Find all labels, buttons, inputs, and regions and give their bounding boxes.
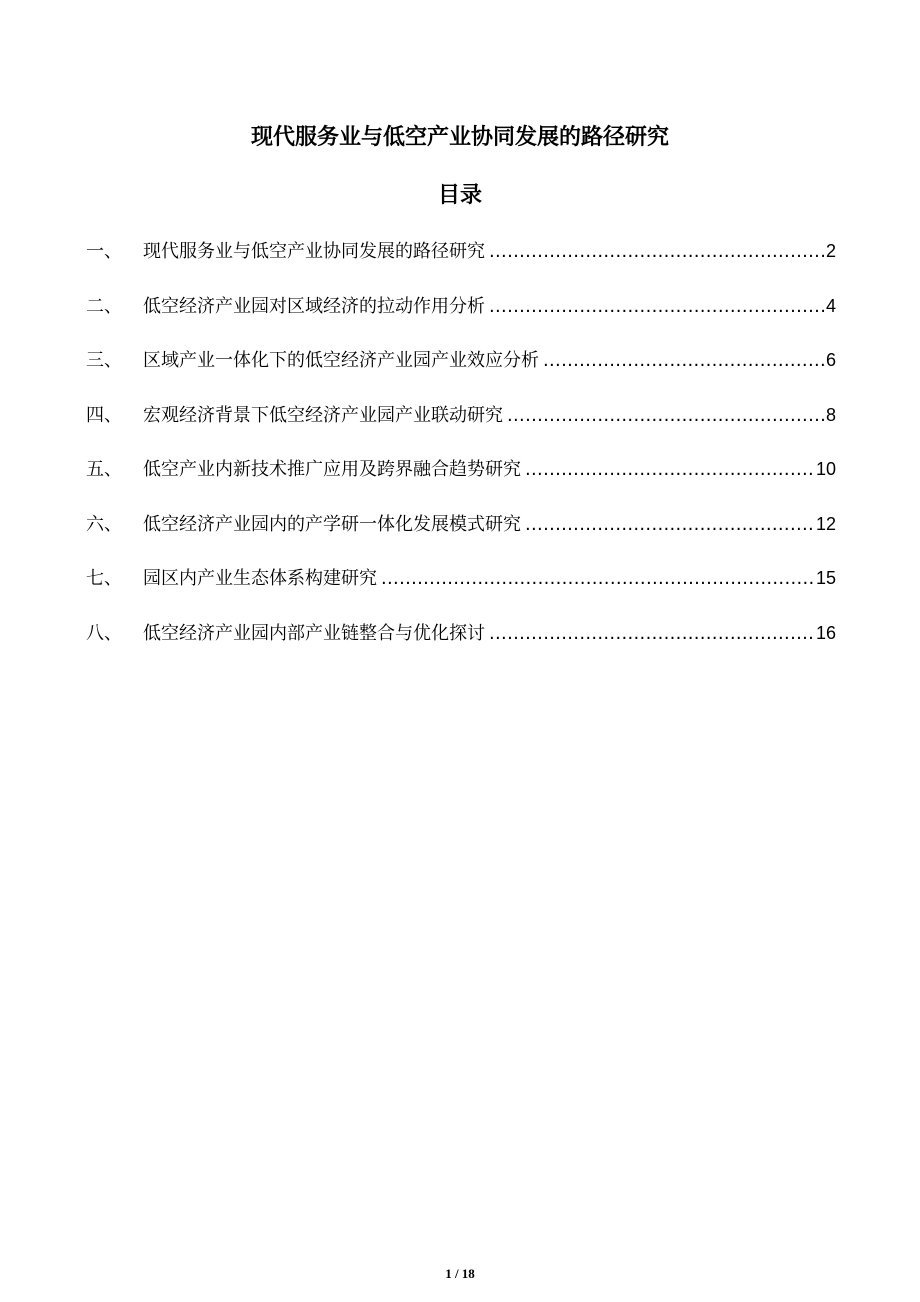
toc-heading: 目录 [437, 183, 482, 208]
dot-leader [507, 395, 824, 437]
dot-leader [489, 286, 824, 328]
toc-entry-title: 园区内产业生态体系构建研究 [143, 568, 377, 589]
toc-entry-title: 宏观经济背景下低空经济产业园产业联动研究 [143, 404, 503, 426]
toc-entry-number: 八、 [86, 622, 122, 644]
toc-entry-number: 一、 [86, 241, 122, 262]
toc-entry-7[interactable] [86, 557, 836, 612]
toc-entry-number: 三、 [86, 350, 122, 371]
toc-entry-number: 四、 [86, 404, 122, 426]
toc-entry-1[interactable] [86, 230, 836, 285]
toc-entry-page: 2 [825, 241, 836, 261]
toc-entry-number: 五、 [86, 459, 122, 480]
dot-leader [489, 613, 814, 655]
toc-entry-5[interactable] [86, 448, 836, 503]
toc-entry-6[interactable] [86, 503, 836, 558]
toc-entry-2[interactable] [86, 285, 836, 340]
toc-entry-number: 六、 [86, 513, 122, 535]
page-number-footer: 1 / 18 [445, 1266, 475, 1281]
dot-leader [543, 340, 824, 382]
toc-entry-page: 8 [825, 404, 836, 425]
toc-entry-8[interactable] [86, 612, 836, 667]
toc-entry-page: 10 [815, 459, 836, 479]
toc-entry-4[interactable] [86, 394, 836, 449]
toc-entry-number: 七、 [86, 568, 122, 589]
toc-entry-title: 低空经济产业园内的产学研一体化发展模式研究 [143, 513, 521, 535]
toc-entry-page: 15 [815, 568, 836, 588]
toc-entry-title: 现代服务业与低空产业协同发展的路径研究 [143, 241, 485, 262]
document-title: 现代服务业与低空产业协同发展的路径研究 [250, 125, 669, 150]
toc-entry-page: 12 [815, 513, 836, 534]
toc-entry-page: 16 [815, 622, 836, 643]
dot-leader [525, 504, 814, 546]
toc-entry-page: 4 [825, 295, 836, 316]
dot-leader [381, 558, 814, 600]
dot-leader [525, 449, 814, 491]
toc-entry-title: 低空经济产业园内部产业链整合与优化探讨 [143, 622, 485, 644]
toc-entry-number: 二、 [86, 295, 122, 317]
toc-entry-title: 低空经济产业园对区域经济的拉动作用分析 [143, 295, 485, 317]
table-of-contents [86, 230, 836, 666]
toc-entry-title: 低空产业内新技术推广应用及跨界融合趋势研究 [143, 459, 521, 480]
toc-entry-page: 6 [825, 350, 836, 370]
toc-entry-title: 区域产业一体化下的低空经济产业园产业效应分析 [143, 350, 539, 371]
toc-entry-3[interactable] [86, 339, 836, 394]
dot-leader [489, 231, 824, 273]
